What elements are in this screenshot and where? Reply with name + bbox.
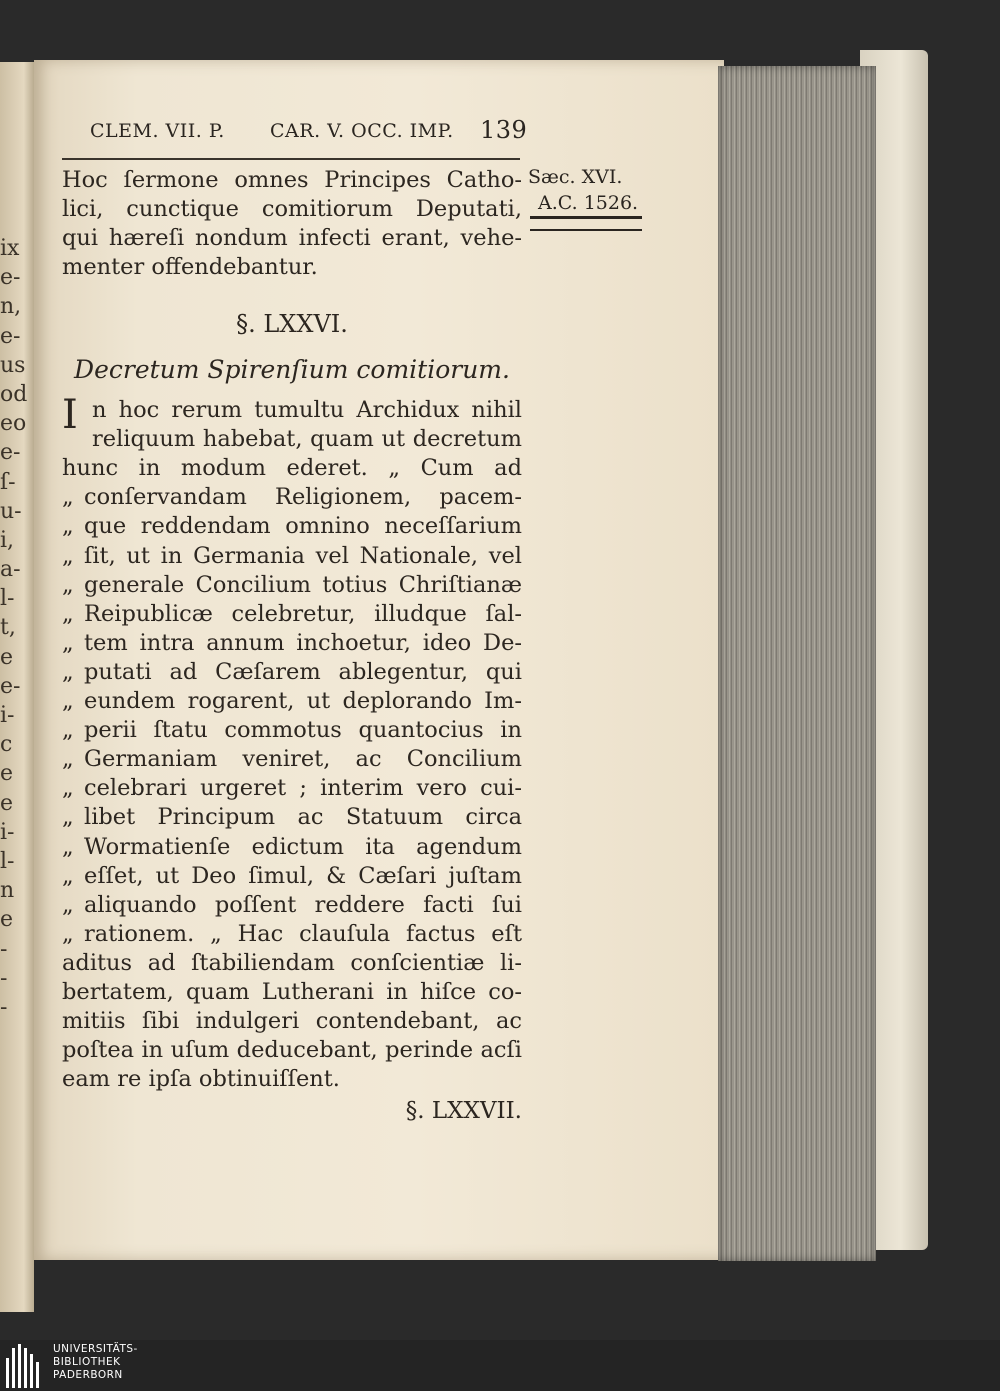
library-footer xyxy=(0,1340,1000,1391)
previous-page-fragment: a- xyxy=(0,557,21,583)
body-line-text: hunc in modum ederet. „ Cum ad xyxy=(62,455,522,482)
intro-line: menter offendebantur. xyxy=(62,254,318,280)
body-line-text: perii ſtatu commotus quantocius in xyxy=(84,717,522,744)
body-line xyxy=(92,425,522,454)
body-line-text: eam re ipſa obtinuiſſent. xyxy=(62,1066,340,1093)
page-number: 139 xyxy=(480,116,528,144)
quote-mark: „ xyxy=(62,513,74,540)
quote-mark: „ xyxy=(62,484,74,511)
previous-page-fragment: e- xyxy=(0,440,21,466)
previous-page-fragment: i- xyxy=(0,819,15,845)
previous-page-fragment: e xyxy=(0,644,14,670)
body-line xyxy=(62,716,522,745)
body-line-text: Wormatienſe edictum ita agendum xyxy=(84,833,522,860)
body-line xyxy=(62,1007,522,1036)
body-line xyxy=(62,600,522,629)
body-line xyxy=(62,687,522,716)
body-line xyxy=(62,658,522,687)
library-logo-icon xyxy=(6,1344,42,1388)
body-line xyxy=(62,978,522,1007)
previous-page-fragment: i, xyxy=(0,527,15,553)
body-line-text: tem intra annum inchoetur, ideo De- xyxy=(84,629,522,656)
body-line xyxy=(62,862,522,891)
quote-mark: „ xyxy=(62,804,74,831)
previous-page-fragment: e xyxy=(0,761,14,787)
body-line-text: que reddendam omnino neceſſarium xyxy=(84,513,522,540)
previous-page-fragment: u- xyxy=(0,498,22,524)
body-line xyxy=(92,396,522,425)
section-heading: §. LXXVI. xyxy=(236,310,348,338)
previous-page-fragment xyxy=(0,1051,30,1080)
previous-page-edge xyxy=(0,62,34,1312)
library-name-line3: PADERBORN xyxy=(53,1369,123,1381)
body-line xyxy=(62,920,522,949)
previous-page-fragments xyxy=(0,234,30,1080)
body-line-text: reliquum habebat, quam ut decretum xyxy=(92,426,522,453)
previous-page-fragment: e- xyxy=(0,323,21,349)
quote-mark: „ xyxy=(62,833,74,860)
previous-page-fragment: ix xyxy=(0,236,20,261)
body-line-text: Reipublicæ celebretur, illudque ſal- xyxy=(84,600,522,627)
library-name-line1: UNIVERSITÄTS- xyxy=(53,1343,138,1355)
body-line-text: mitiis ſibi indulgeri contendebant, ac xyxy=(62,1008,522,1035)
body-line xyxy=(62,803,522,832)
body-line-text: n hoc rerum tumultu Archidux nihil xyxy=(92,397,522,423)
body-line xyxy=(62,542,522,571)
previous-page-fragment: c xyxy=(0,732,13,758)
body-line-text: generale Concilium totius Chriſtianæ xyxy=(84,571,522,598)
quote-mark: „ xyxy=(62,717,74,744)
intro-line: lici, cunctique comitiorum Deputati, xyxy=(62,196,522,222)
previous-page-fragment: e- xyxy=(0,673,21,699)
quote-mark: „ xyxy=(62,658,74,685)
previous-page-fragment: n xyxy=(0,878,15,904)
body-line-text: celebrari urgeret ; interim vero cui- xyxy=(84,775,522,802)
running-header-left: CLEM. VII. P. xyxy=(90,120,225,142)
running-header-center: CAR. V. OCC. IMP. xyxy=(270,120,454,142)
previous-page-fragment: t, xyxy=(0,615,16,641)
previous-page-fragment: i- xyxy=(0,703,15,728)
body-line xyxy=(62,949,522,978)
header-rule xyxy=(62,158,520,160)
body-line xyxy=(62,1036,522,1065)
body-line-text: Germaniam veniret, ac Concilium xyxy=(84,746,522,773)
quote-mark: „ xyxy=(62,600,74,627)
drop-capital: I xyxy=(62,392,78,438)
intro-line: Hoc ſermone omnes Principes Catho- xyxy=(62,167,522,193)
body-line-text: eundem rogarent, ut deplorando Im- xyxy=(84,688,522,714)
previous-page-fragment: l- xyxy=(0,848,15,874)
previous-page-fragment: us xyxy=(0,352,26,378)
body-line xyxy=(62,833,522,862)
previous-page-fragment: - xyxy=(0,936,8,962)
body-line xyxy=(62,891,522,920)
previous-page-fragment xyxy=(0,1022,30,1051)
section-title: Decretum Spirenſium comitiorum. xyxy=(74,355,510,384)
margin-note-rule xyxy=(530,216,642,219)
page-edges xyxy=(718,66,876,1261)
catchword: §. LXXVII. xyxy=(405,1098,522,1124)
body-line-text: eſſet, ut Deo ſimul, & Cæſari juſtam xyxy=(84,862,522,889)
quote-mark: „ xyxy=(62,891,74,918)
previous-page-fragment: l- xyxy=(0,586,15,612)
previous-page-fragment: n, xyxy=(0,294,22,320)
body-line xyxy=(62,454,522,483)
body-line xyxy=(62,745,522,774)
quote-mark: „ xyxy=(62,775,74,802)
previous-page-fragment: - xyxy=(0,965,8,991)
body-line-text: libet Principum ac Statuum circa xyxy=(84,804,522,831)
previous-page-fragment: e- xyxy=(0,265,21,291)
quote-mark: „ xyxy=(62,688,74,714)
quote-mark: „ xyxy=(62,571,74,598)
body-line-text: conſervandam Religionem, pacem- xyxy=(84,484,522,511)
intro-line: qui hæreſi nondum infecti erant, vehe- xyxy=(62,225,522,251)
body-line-text: putati ad Cæſarem ablegentur, qui xyxy=(84,658,522,685)
body-line xyxy=(62,571,522,600)
quote-mark: „ xyxy=(62,920,74,947)
body-line-text: bertatem, quam Lutherani in hiſce co- xyxy=(62,979,522,1005)
quote-mark: „ xyxy=(62,629,74,656)
body-line xyxy=(62,629,522,658)
previous-page-fragment: e xyxy=(0,790,14,816)
body-line-text: rationem. „ Hac clauſula factus eſt xyxy=(84,920,522,947)
body-line xyxy=(62,512,522,541)
previous-page-fragment: eo xyxy=(0,411,27,437)
previous-page-fragment: od xyxy=(0,381,28,407)
previous-page-fragment: ſ- xyxy=(0,469,16,495)
previous-page-fragment: e xyxy=(0,907,14,933)
quote-mark: „ xyxy=(62,862,74,889)
body-line xyxy=(62,1065,522,1094)
body-line-text: ſit, ut in Germania vel Nationale, vel xyxy=(84,542,522,569)
body-line-text: poſtea in uſum deducebant, perinde acſi xyxy=(62,1037,522,1064)
margin-note-year: A.C. 1526. xyxy=(538,192,639,214)
quote-mark: „ xyxy=(62,542,74,569)
margin-note-century: Sæc. XVI. xyxy=(528,166,623,188)
body-line-text: aliquando poſſent reddere facti ſui xyxy=(84,891,522,918)
quote-mark: „ xyxy=(62,746,74,773)
body-line xyxy=(62,483,522,512)
previous-page-fragment: - xyxy=(0,994,8,1020)
library-name xyxy=(53,1343,138,1382)
library-name-line2: BIBLIOTHEK xyxy=(53,1356,121,1368)
body-line xyxy=(62,774,522,803)
body-line-text: aditus ad ſtabiliendam conſcientiæ li- xyxy=(62,949,522,976)
margin-note-rule-2 xyxy=(530,229,642,231)
